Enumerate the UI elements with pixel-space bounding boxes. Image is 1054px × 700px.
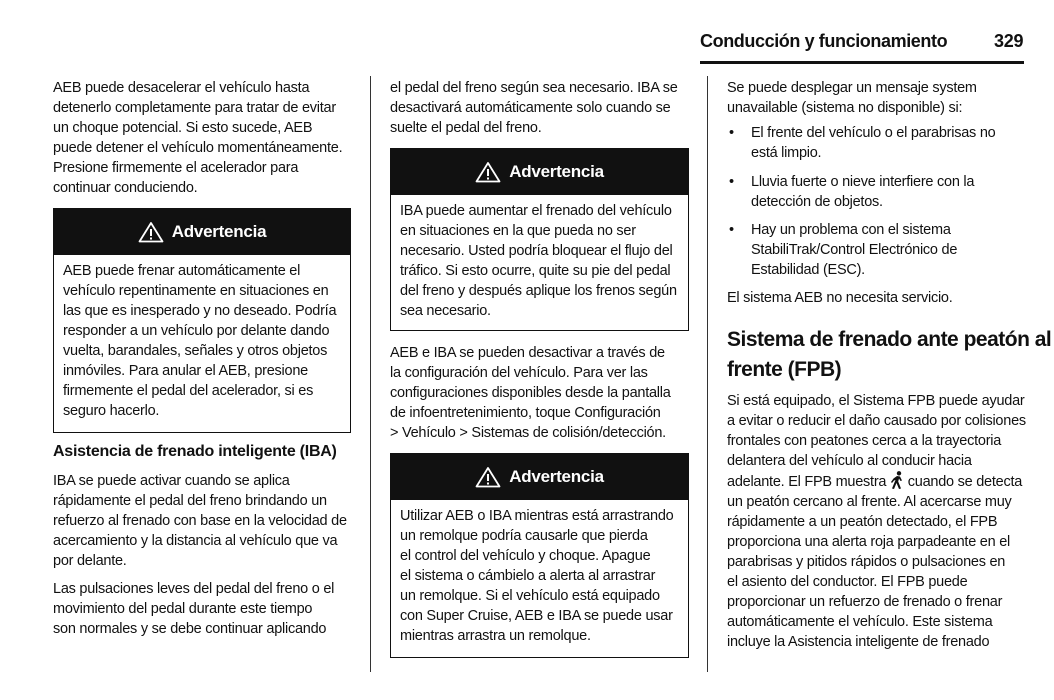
bullet-text bbox=[751, 123, 995, 163]
text-line: las que es inesperado y no deseado. Podría bbox=[63, 303, 337, 319]
text-line: Estabilidad (ESC). bbox=[751, 262, 865, 278]
paragraph bbox=[53, 579, 334, 639]
bullet-text bbox=[751, 172, 974, 212]
page-number: 329 bbox=[994, 31, 1024, 51]
warning-body bbox=[391, 195, 688, 327]
warning-box bbox=[390, 148, 689, 331]
text-line: son normales y se debe continuar aplicando bbox=[53, 621, 327, 637]
text-line: Se puede desplegar un mensaje system bbox=[727, 80, 977, 96]
warning-body bbox=[54, 255, 350, 427]
bullet-icon: • bbox=[729, 222, 734, 238]
text-line: un remolque. Si el vehículo está equipado bbox=[400, 588, 660, 604]
text-line: del freno y después aplique los frenos según bbox=[400, 283, 677, 299]
text-line: IBA se puede activar cuando se aplica bbox=[53, 473, 290, 489]
text-line: rápidamente a un peatón detectado, el FPB bbox=[727, 514, 998, 530]
text: adelante. El FPB muestra bbox=[727, 474, 887, 490]
text-line: Presione firmemente el acelerador para bbox=[53, 160, 299, 176]
text-line: acercamiento y la distancia al vehículo que va bbox=[53, 533, 338, 549]
text-line: Utilizar AEB o IBA mientras está arrastrando bbox=[400, 508, 674, 524]
text-line: desactivará automáticamente solo cuando se bbox=[390, 100, 671, 116]
warning-body bbox=[391, 500, 688, 652]
bullet-icon: • bbox=[729, 174, 734, 190]
text-line: AEB e IBA se pueden desactivar a través de bbox=[390, 345, 665, 361]
column-divider bbox=[707, 76, 708, 672]
text-line: mientras arrastra un remolque. bbox=[400, 628, 591, 644]
text-line: el asiento del conductor. El FPB puede bbox=[727, 574, 968, 590]
text-line: > Vehículo > Sistemas de colisión/detección. bbox=[390, 425, 666, 441]
text-line: el pedal del freno según sea necesario. IBA se bbox=[390, 80, 678, 96]
text-line: necesario. Usted podría bloquear el flujo del bbox=[400, 243, 673, 259]
text-line: unavailable (sistema no disponible) si: bbox=[727, 100, 963, 116]
text-line: Sistema de frenado ante peatón al bbox=[727, 328, 1052, 351]
text-line: seguro hacerlo. bbox=[63, 403, 160, 419]
text-line: responder a un vehículo por delante dando bbox=[63, 323, 330, 339]
text-line: El frente del vehículo o el parabrisas no bbox=[751, 125, 996, 141]
warning-triangle-icon bbox=[475, 161, 501, 183]
text-line: en situaciones en la que pueda no ser bbox=[400, 223, 636, 239]
paragraph bbox=[727, 78, 977, 118]
paragraph bbox=[727, 288, 953, 308]
warning-title: Advertencia bbox=[509, 467, 604, 486]
text-line: StabiliTrak/Control Electrónico de bbox=[751, 242, 958, 258]
text-line: vehículo repentinamente en situaciones en bbox=[63, 283, 329, 299]
text-line: está limpio. bbox=[751, 145, 822, 161]
text-line: con Super Cruise, AEB e IBA se puede usar bbox=[400, 608, 673, 624]
warning-title: Advertencia bbox=[171, 222, 267, 241]
paragraph bbox=[727, 391, 1026, 652]
text-line: un remolque podría causarle que pierda bbox=[400, 528, 648, 544]
warning-triangle-icon bbox=[475, 466, 501, 488]
bullet-item bbox=[729, 220, 1019, 280]
warning-title: Advertencia bbox=[509, 162, 604, 181]
header-rule bbox=[700, 61, 1024, 64]
text-line: incluye la Asistencia inteligente de frenado bbox=[727, 634, 990, 650]
paragraph bbox=[390, 343, 671, 443]
text-line: vuelta, barandales, señales y otros objetos bbox=[63, 343, 328, 359]
pedestrian-icon bbox=[890, 471, 904, 489]
text-line: el sistema o cámbielo a alerta al arrastrar bbox=[400, 568, 656, 584]
section-heading: Asistencia de frenado inteligente (IBA) bbox=[53, 443, 337, 460]
paragraph-line bbox=[727, 471, 1026, 492]
text-line: la configuración del vehículo. Para ver las bbox=[390, 365, 648, 381]
text-line: IBA puede aumentar el frenado del vehículo bbox=[400, 203, 672, 219]
bullet-text bbox=[751, 220, 957, 280]
text-line: El sistema AEB no necesita servicio. bbox=[727, 290, 953, 306]
text-line: delantera del vehículo al conducir hacia bbox=[727, 453, 972, 469]
text-line: inmóviles. Para anular el AEB, presione bbox=[63, 363, 308, 379]
text: cuando se detecta bbox=[907, 474, 1023, 490]
paragraph bbox=[53, 471, 347, 571]
text-line: rápidamente el pedal del freno brindando un bbox=[53, 493, 327, 509]
text-line: frente (FPB) bbox=[727, 358, 842, 381]
text-line: automáticamente el vehículo. Este sistema bbox=[727, 614, 993, 630]
text-line: sea necesario. bbox=[400, 303, 491, 319]
text-line: suelte el pedal del freno. bbox=[390, 120, 542, 136]
section-heading bbox=[727, 325, 1051, 385]
text-line: continuar conduciendo. bbox=[53, 180, 198, 196]
warning-box bbox=[53, 208, 351, 433]
text-line: AEB puede desacelerar el vehículo hasta bbox=[53, 80, 310, 96]
text-line: parabrisas y pitidos rápidos o pulsaciones en bbox=[727, 554, 1006, 570]
text-line: un choque potencial. Si esto sucede, AEB bbox=[53, 120, 313, 136]
text-line: por delante. bbox=[53, 553, 127, 569]
text-line: a evitar o reducir el daño causado por colisiones bbox=[727, 413, 1026, 429]
text-line: firmemente el pedal del acelerador, si es bbox=[63, 383, 314, 399]
text-line: de infoentretenimiento, toque Configuración bbox=[390, 405, 661, 421]
text-line: movimiento del pedal durante este tiempo bbox=[53, 601, 313, 617]
text-line: detenerlo completamente para tratar de evitar bbox=[53, 100, 336, 116]
warning-header bbox=[391, 454, 688, 500]
text-line: AEB puede frenar automáticamente el bbox=[63, 263, 301, 279]
text-line: frontales con peatones cerca a la trayectoria bbox=[727, 433, 1002, 449]
text-line: configuraciones disponibles desde la pantalla bbox=[390, 385, 671, 401]
paragraph-lines bbox=[727, 492, 1026, 652]
text-line: Si está equipado, el Sistema FPB puede ayudar bbox=[727, 393, 1025, 409]
text-line: proporciona una alerta roja parpadeante en el bbox=[727, 534, 1010, 550]
paragraph bbox=[390, 78, 678, 138]
warning-box bbox=[390, 453, 689, 658]
text-line: tráfico. Si esto ocurre, quite su pie del pedal bbox=[400, 263, 671, 279]
text-line: Las pulsaciones leves del pedal del freno o el bbox=[53, 581, 335, 597]
text-line: Lluvia fuerte o nieve interfiere con la bbox=[751, 174, 975, 190]
text-line: refuerzo al frenado con base en la velocidad de bbox=[53, 513, 347, 529]
warning-triangle-icon bbox=[138, 221, 164, 243]
warning-header bbox=[54, 209, 350, 255]
text-line: Hay un problema con el sistema bbox=[751, 222, 951, 238]
text-line: proporcionar un refuerzo de frenado o frenar bbox=[727, 594, 1003, 610]
text-line: el control del vehículo y choque. Apague bbox=[400, 548, 651, 564]
text-line: detección de objetos. bbox=[751, 194, 883, 210]
bullet-item bbox=[729, 172, 1019, 212]
paragraph bbox=[53, 78, 342, 198]
column-divider bbox=[370, 76, 371, 672]
text-line: puede detener el vehículo momentáneamente. bbox=[53, 140, 343, 156]
bullet-icon: • bbox=[729, 125, 734, 141]
text-line: un peatón cercano al frente. Al acercarse muy bbox=[727, 494, 1012, 510]
paragraph-lines bbox=[727, 391, 1026, 471]
bullet-item bbox=[729, 123, 1019, 163]
section-title: Conducción y funcionamiento bbox=[700, 31, 948, 51]
warning-header bbox=[391, 149, 688, 195]
